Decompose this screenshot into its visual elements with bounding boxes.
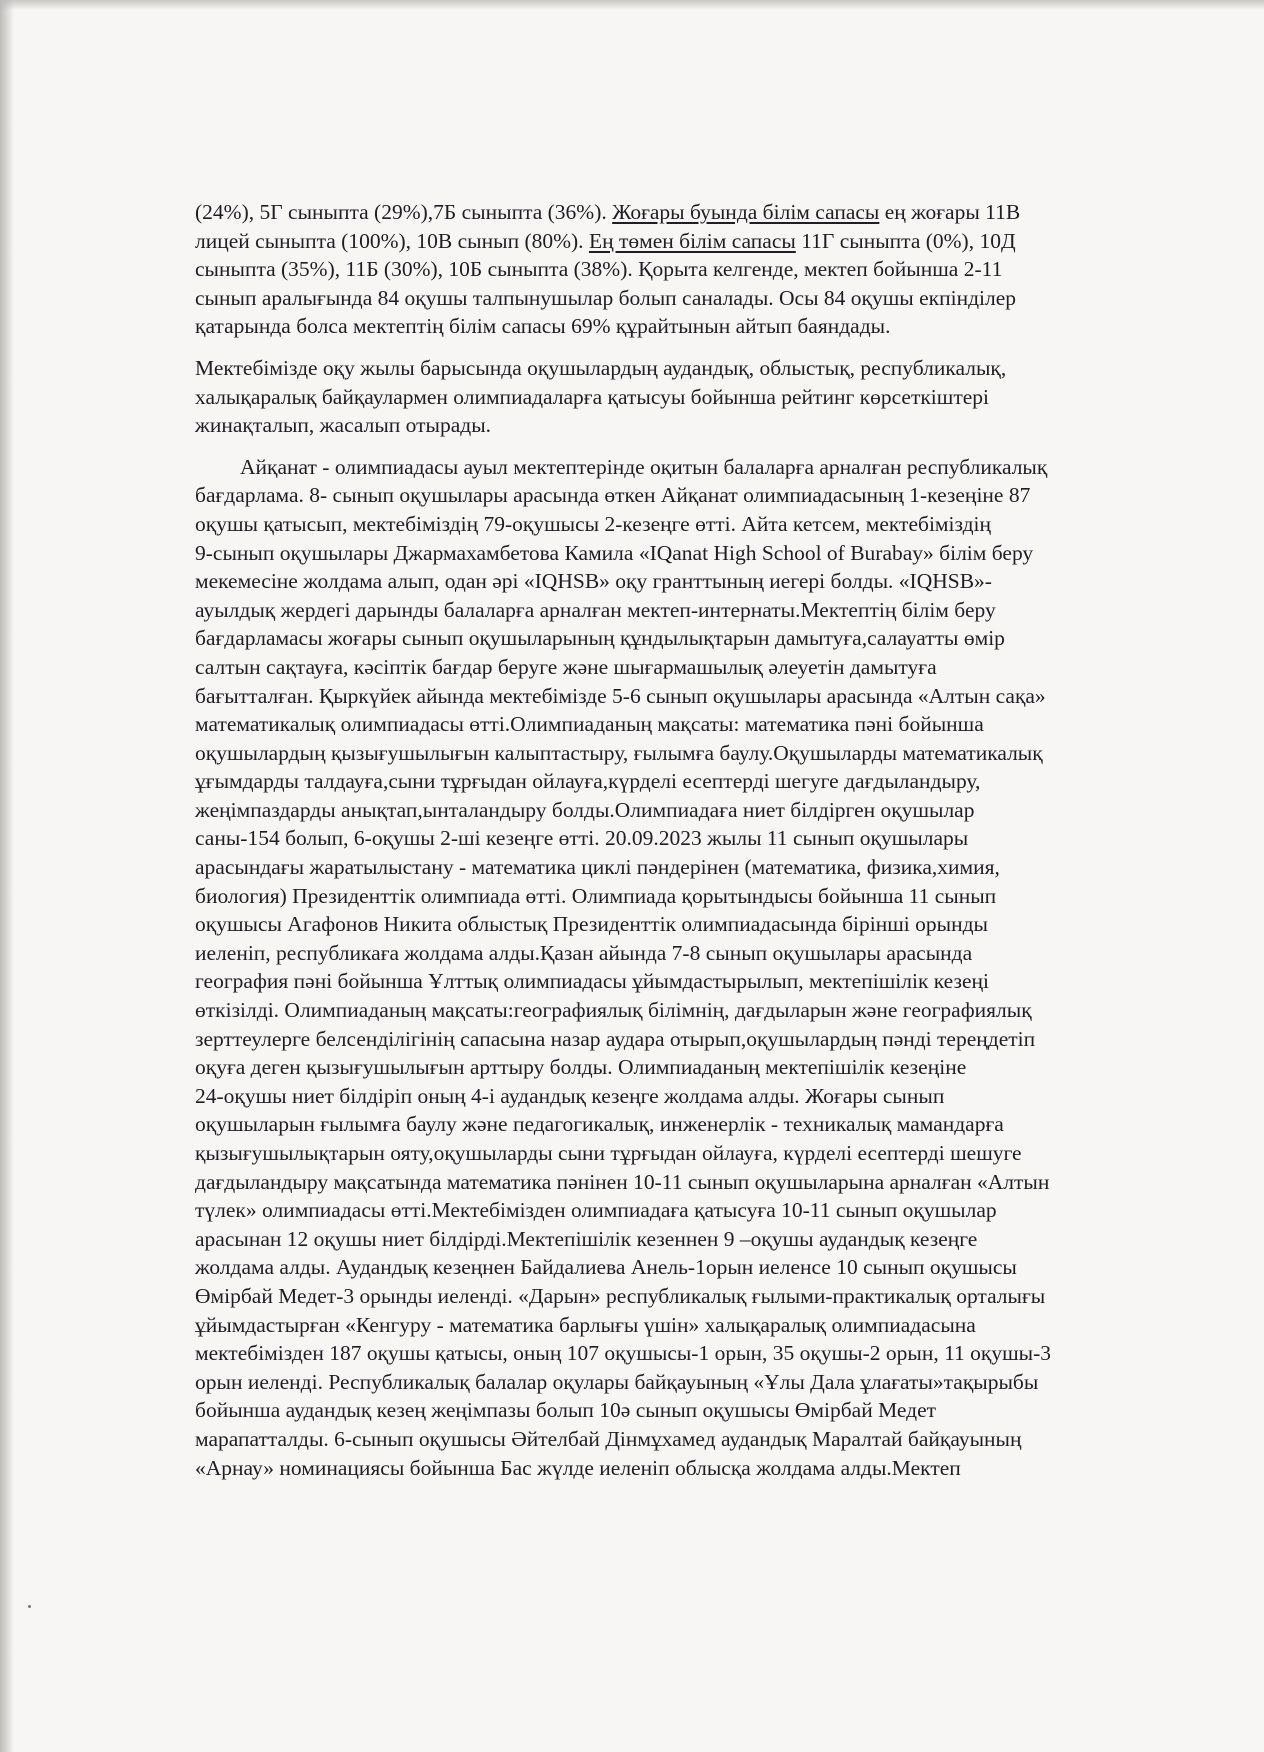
- text-line: дағдыландыру мақсатында математика пәнінен 10-11 сынып оқушыларына арналған «Алтын: [195, 1169, 1050, 1194]
- text-line: Өмірбай Медет-3 орынды иеленді. «Дарын» республикалық ғылыми-практикалық орталығы: [195, 1283, 1046, 1308]
- page-left-shadow: [0, 0, 14, 1752]
- text-line: Айқанат - олимпиадасы ауыл мектептерінде оқитын балаларға арналған республикалық: [240, 454, 1048, 479]
- text-line: өткізілді. Олимпиаданың мақсаты:географиялық білімнің, дағдыларын және географиялық: [195, 998, 1032, 1023]
- text-line: қатарында болса мектептің білім сапасы 69% құрайтынын айтып баяндады.: [195, 314, 891, 339]
- text-line: оқушы қатысып, мектебіміздің 79-оқушысы 2-кезеңге өтті. Айта кетсем, мектебіміздің: [195, 511, 992, 536]
- text-line: бағдарлама. 8- сынып оқушылары арасында өткен Айқанат олимпиадасының 1-кезеңіне 87: [195, 483, 1031, 508]
- text-line: салтын сақтауға, кәсіптік бағдар беруге және шығармашылық әлеуетін дамытуға: [195, 654, 937, 679]
- text-line: ұйымдастырған «Кенгуру - математика барлығы үшін» халықаралық олимпиадасына: [195, 1312, 976, 1337]
- text-line: «Арнау» номинациясы бойынша Бас жүлде иеленіп облысқа жолдама алды.Мектеп: [195, 1455, 961, 1480]
- text-line: бағдарламасы жоғары сынып оқушыларының құндылықтарын дамытуға,салауатты өмір: [195, 626, 1005, 651]
- text-line: сыныпта (35%), 11Б (30%), 10Б сыныпта (38%). Қорыта келгенде, мектеп бойынша 2-11: [195, 257, 1003, 282]
- text-line: арасындағы жаратылыстану - математика циклі пәндерінен (математика, физика,химия,: [195, 855, 1000, 880]
- text-line: Мектебімізде оқу жылы барысында оқушылардың аудандық, облыстық, республикалық,: [195, 355, 1007, 380]
- page-top-shadow: [0, 0, 1264, 10]
- text-line: түлек» олимпиадасы өтті.Мектебімізден олимпиадаға қатысуға 10-11 сынып оқушылар: [195, 1198, 997, 1223]
- text-line: 9-сынып оқушылары Джармахамбетова Камила «IQanat High School of Burabay» білім беру: [195, 540, 1034, 565]
- text-line: иеленіп, республикаға жолдама алды.Қазан айында 7-8 сынып оқушылары арасында: [195, 940, 973, 965]
- text-line: мектебімізден 187 оқушы қатысы, оның 107 оқушысы-1 орын, 35 оқушы-2 орын, 11 оқушы-3: [195, 1341, 1052, 1366]
- text-line: (24%), 5Г сыныпта (29%),7Б сыныпта (36%). Жоғары буында білім сапасы ең жоғары 11В: [195, 200, 1021, 224]
- text-line: ауылдық жердегі дарынды балаларға арналған мектеп-интернаты.Мектептің білім беру: [195, 597, 996, 622]
- text-line: марапатталды. 6-сынып оқушысы Әйтелбай Дінмұхамед аудандық Маралтай байқауының: [195, 1426, 1022, 1451]
- paragraph-rating-intro: [195, 354, 1170, 440]
- text-line: бағытталған. Қыркүйек айында мектебімізде 5-6 сынып оқушылары арасында «Алтын сақа»: [195, 683, 1046, 708]
- underlined-phrase-low-quality: Ең төмен білім сапасы: [588, 228, 796, 253]
- text-line: бойынша аудандық кезең жеңімпазы болып 10ә сынып оқушысы Өмірбай Медет: [195, 1398, 937, 1423]
- text-line: лицей сыныпта (100%), 10В сынып (80%). Ең төмен білім сапасы 11Г сыныпта (0%), 10Д: [195, 228, 1016, 253]
- text-line: 24-оқушы ниет білдіріп оның 4-і аудандық кезеңге жолдама алды. Жоғары сынып: [195, 1083, 945, 1108]
- text-line: оқуға деген қызығушылығын арттыру болды. Олимпиаданың мектепішілік кезеңіне: [195, 1055, 967, 1080]
- text-line: саны-154 болып, 6-оқушы 2-ші кезеңге өтті. 20.09.2023 жылы 11 сынып оқушылары: [195, 826, 969, 851]
- text-line: география пәні бойынша Ұлттық олимпиадасы ұйымдастырылып, мектепішілік кезеңі: [195, 969, 989, 994]
- text-line: ұғымдарды талдауға,сыни тұрғыдан ойлауға,күрделі есептерді шегуге дағдыландыру,: [195, 769, 981, 794]
- text-line: арасынан 12 оқушы ниет білдірді.Мектепішілік кезеннен 9 –оқушы аудандық кезеңге: [195, 1226, 978, 1251]
- text-line: оқушыларын ғылымға баулу және педагогикалық, инженерлік - техникалық мамандарға: [195, 1112, 1004, 1137]
- text-line: жинақталып, жасалып отырады.: [195, 413, 492, 438]
- text-line: мекемесіне жолдама алып, одан әрі «IQHSB» оқу гранттының иегері болды. «IQHSB»-: [195, 569, 992, 594]
- text-line: халықаралық байқаулармен олимпиадаларға қатысуы бойынша рейтинг көрсеткіштері: [195, 384, 989, 409]
- text-line: математикалық олимпиадасы өтті.Олимпиаданың мақсаты: математика пәні бойынша: [195, 712, 984, 737]
- text-line: биология) Президенттік олимпиада өтті. Олимпиада қорытындысы бойынша 11 сынып: [195, 883, 997, 908]
- paragraph-quality-summary: [195, 198, 1170, 341]
- document-body: [195, 198, 1170, 1482]
- underlined-phrase-high-quality: Жоғары буында білім сапасы: [612, 200, 880, 224]
- text-line: оқушысы Агафонов Никита облыстық Президенттік олимпиадасында бірінші орынды: [195, 912, 988, 937]
- text-line: жолдама алды. Аудандық кезеңнен Байдалиева Анель-1орын иеленсе 10 сынып оқушысы: [195, 1255, 1017, 1280]
- text-line: жеңімпаздарды анықтап,ынталандыру болды.Олимпиадаға ниет білдірген оқушылар: [195, 797, 975, 822]
- text-line: зерттеулерге белсенділігінің сапасына назар аудара отырып,оқушылардың пәнді тереңдетіп: [195, 1026, 1036, 1051]
- text-line: орын иеленді. Республикалық балалар оқулары байқауының «Ұлы Дала ұлағаты»тақырыбы: [195, 1369, 1039, 1394]
- paragraph-olympiads: [195, 453, 1170, 1482]
- text-line: қызығушылықтарын ояту,оқушыларды сыни тұрғыдан ойлауға, күрделі есептерді шешуге: [195, 1141, 1022, 1165]
- scan-speck: [28, 1605, 31, 1608]
- text-line: оқушылардың қызығушылығын калыптастыру, ғылымға баулу.Оқушыларды математикалық: [195, 740, 1043, 765]
- text-line: сынып аралығында 84 оқушы талпынушылар болып саналады. Осы 84 оқушы екпінділер: [195, 285, 1017, 310]
